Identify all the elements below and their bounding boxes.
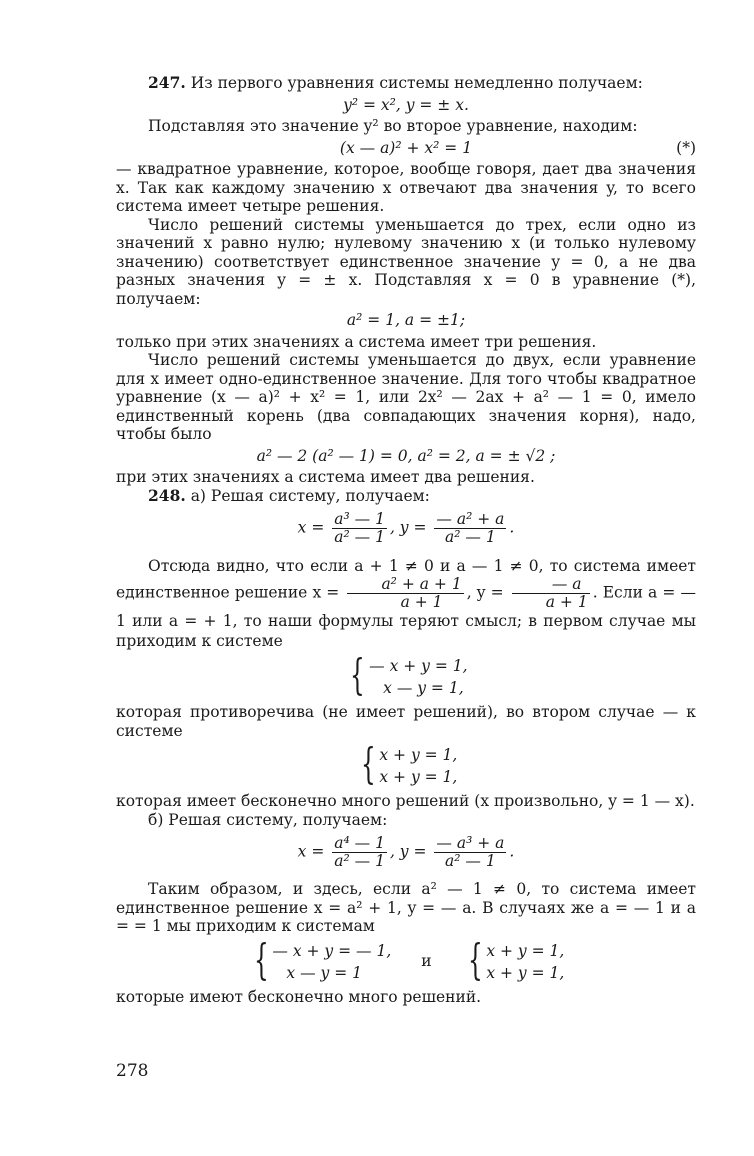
- denominator: a² — 1: [445, 528, 496, 546]
- equation: a² = 1, a = ±1;: [346, 311, 466, 329]
- numerator: — a² + a: [436, 510, 505, 528]
- conjunction: и: [421, 952, 432, 971]
- equation: a² — 2 (a² — 1) = 0, a² = 2, a = ± √2 ;: [256, 446, 556, 465]
- paragraph: которая имеет бесконечно много решений (x произвольно, y = 1 — x).: [116, 792, 695, 810]
- system-line: x — y = 1: [286, 963, 362, 982]
- system-lines: [379, 744, 457, 788]
- problem-number: 248.: [148, 485, 186, 505]
- paragraph: которые имеют бесконечно много решений.: [116, 987, 482, 1006]
- system: [248, 934, 392, 984]
- system-2: [116, 739, 696, 788]
- system-lines: [272, 940, 391, 984]
- problem-number: 247.: [148, 73, 186, 92]
- brace: {: [360, 739, 376, 788]
- paragraph: которая противоречива (не имеет решений), во втором случае — к системе: [116, 703, 696, 740]
- page-number: 278: [116, 1061, 149, 1081]
- system: [462, 934, 565, 984]
- brace: {: [467, 934, 483, 984]
- equation-text: x =: [297, 842, 325, 861]
- equation-text: , y =: [389, 518, 427, 537]
- paragraph: Число решений системы уменьшается до двух, если уравнение для x имеет одно-единственное значение. Для того чтобы квадратное уравнение (x — a)² + x² = 1, или 2x² — 2ax + a² — 1 = 0, имело единственный корень (два совпадающих значения корня), надо, чтобы было: [116, 351, 696, 443]
- text: , y =: [466, 583, 504, 602]
- system-line: — x + y = — 1,: [272, 941, 392, 960]
- denominator: a² — 1: [445, 852, 496, 870]
- fraction: [347, 576, 463, 611]
- problem-text: а) Решая систему, получаем:: [185, 486, 430, 505]
- system-line: x + y = 1,: [379, 768, 458, 786]
- equation-text: (x — a)² + x² = 1: [339, 138, 473, 157]
- numerator: a² + a + 1: [347, 576, 463, 594]
- system-line: x + y = 1,: [486, 941, 565, 960]
- equation-tag: (*): [676, 138, 696, 157]
- systems-3-4: [116, 934, 696, 984]
- system-line: x — y = 1,: [383, 679, 464, 697]
- fraction: [434, 511, 506, 546]
- system: [344, 650, 468, 699]
- brace: {: [350, 650, 366, 699]
- denominator: a² — 1: [334, 528, 385, 546]
- paragraph: Подставляя это значение y² во второе уравнение, находим:: [148, 117, 638, 135]
- equation-text: .: [509, 842, 515, 861]
- brace: {: [253, 934, 269, 984]
- fraction-equation: [116, 835, 696, 870]
- paragraph: только при этих значениях a система имеет три решения.: [116, 332, 597, 351]
- system-line: x + y = 1,: [486, 963, 565, 982]
- denominator: a + 1: [545, 593, 588, 611]
- system: [355, 739, 458, 788]
- numerator: a⁴ — 1: [334, 834, 385, 852]
- equation-text: .: [509, 518, 515, 537]
- problem-text: Из первого уравнения системы немедленно получаем:: [185, 74, 643, 92]
- numerator: — a: [512, 576, 590, 594]
- paragraph: Число решений системы уменьшается до трех, если одно из значений x равно нулю; нулевому значению x (и только нулевому значению) соответствует единственное значение y = 0, а не два разных значения y = ± x. Подставляя x = 0 в уравнение (*), получаем:: [116, 215, 696, 308]
- problem-248-intro: [116, 487, 696, 506]
- equation-star: [116, 139, 696, 158]
- paragraph: Таким образом, и здесь, если a² — 1 ≠ 0, то система имеет единственное решение x = a² + 1, y = — a. В случаях же a = — 1 и a = = 1 мы приходим к системам: [116, 880, 696, 935]
- fraction: [332, 511, 387, 546]
- equation-text: , y =: [389, 842, 427, 861]
- system-line: — x + y = 1,: [369, 657, 468, 675]
- denominator: a + 1: [400, 593, 443, 611]
- paragraph: при этих значениях a система имеет два решения.: [116, 468, 535, 486]
- numerator: — a³ + a: [436, 834, 505, 852]
- fraction-equation: [116, 511, 696, 546]
- denominator: a² — 1: [334, 852, 385, 870]
- system-line: x + y = 1,: [379, 746, 458, 764]
- equation-text: x =: [297, 518, 325, 537]
- system-1: [116, 650, 696, 699]
- fraction: [512, 576, 590, 611]
- page-content: [116, 74, 696, 1006]
- system-lines: [369, 655, 467, 699]
- fraction: [434, 835, 506, 870]
- equation: y² = x², y = ± x.: [343, 95, 469, 114]
- text: . Если a = — 1 или a = + 1, то наши формулы теряют смысл; в первом случае мы приходим к системе: [116, 583, 696, 650]
- paragraph: — квадратное уравнение, которое, вообще говоря, дает два значения x. Так как каждому значению x отвечают два значения y, то всего система имеет четыре решения.: [116, 160, 696, 215]
- paragraph: б) Решая систему, получаем:: [148, 810, 388, 829]
- paragraph: [116, 556, 696, 651]
- numerator: a³ — 1: [334, 510, 385, 528]
- system-lines: [486, 940, 564, 984]
- fraction: [332, 835, 387, 870]
- text: Отсюда видно, что если a + 1 ≠ 0 и a — 1 ≠ 0, то система имеет единственное решение x =: [116, 557, 696, 602]
- problem-247-intro: [116, 74, 696, 93]
